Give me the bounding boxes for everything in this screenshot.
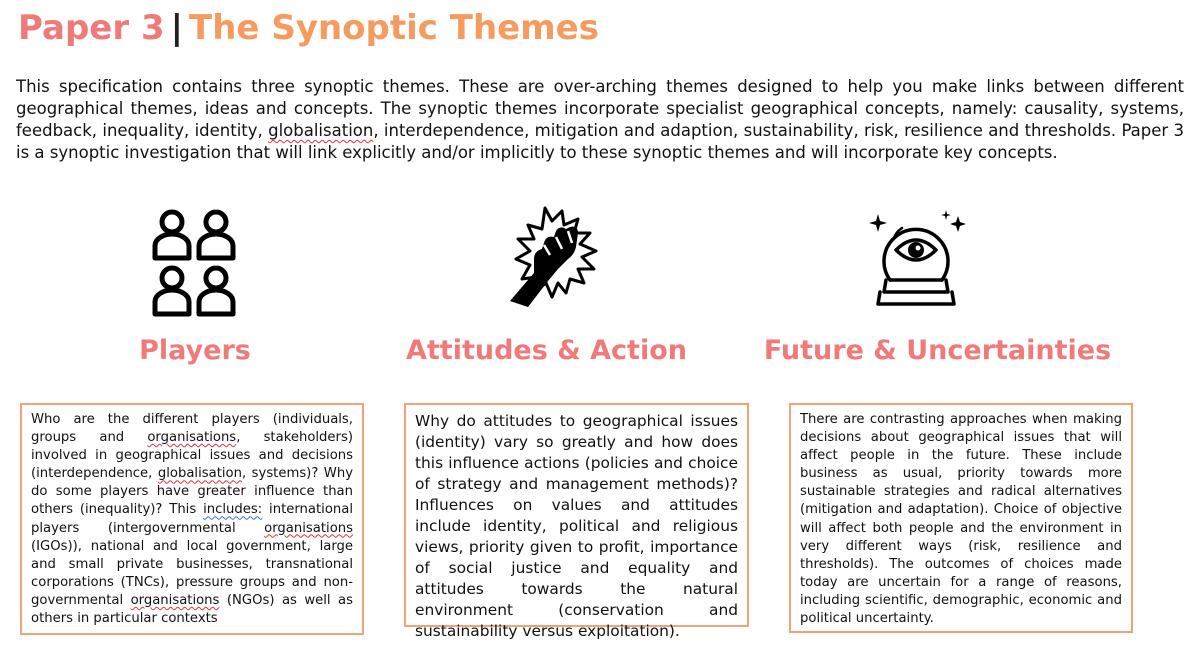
text-segment: , systems)? Why do some players have greater influence than others (inequality)? This — [31, 466, 354, 518]
future-description-box: There are contrasting approaches when making decisions about geographical issues that will affect people in the future. These include business as usual, priority towards more sustainable strategies and radical alternatives (mitigation and adaptation). Choice of objective will affect both people and the environment in very different ways (risk, resilience and thresholds). The outcomes of choices made today are uncertain for a range of reasons, including scientific, demographic, economic and political uncertainty. — [789, 403, 1133, 633]
intro-text-a: This specification contains three synoptic themes. These are over-arching themes designed to help you make links between different geographical themes, ideas and concepts. The synoptic themes incorporate specialist geographical concepts, namely: causality, systems, feedback, inequality, identity, — [16, 77, 1184, 140]
raised-fist-icon — [500, 203, 610, 313]
text-segment: (IGOs)), national and local government, large and small private businesses, transnational corporations (TNCs), pressure groups and non-governmental — [31, 538, 353, 608]
title-paper-number: Paper 3 — [18, 8, 165, 48]
text-segment: (NGOs) as well as others in particular contexts — [31, 592, 353, 627]
heading-future-uncertainties: Future & Uncertainties — [763, 335, 1112, 366]
title-separator: | — [170, 8, 184, 48]
page-title — [18, 4, 599, 52]
crystal-ball-icon — [866, 208, 966, 312]
text-segment: international players (intergovernmental — [31, 502, 353, 536]
grammar-check-word: includes: — [203, 502, 263, 518]
spellcheck-word: organisations — [264, 520, 353, 536]
spellcheck-word: organisations — [147, 430, 237, 446]
attitudes-description-box: Why do attitudes to geographical issues (identity) vary so greatly and how does this influence actions (policies and choice of strategy and management methods)? Influences on values and attitudes include identity, political and religious views, priority given to profit, importance of social justice and equality and attitudes towards the natural environment (conservation and sustainability versus exploitation). — [404, 403, 749, 627]
text-segment: , stakeholders) involved in geographical issues and decisions (interdependence, — [31, 430, 353, 482]
title-main: The Synoptic Themes — [189, 8, 599, 48]
intro-paragraph — [16, 76, 1184, 164]
intro-spellcheck-word: globalisation — [268, 121, 374, 140]
heading-attitudes-action: Attitudes & Action — [406, 335, 687, 366]
players-description-box — [20, 403, 364, 635]
intro-text-c: , interdependence, mitigation and adaption, sustainability, risk, resilience and thresholds. Paper 3 is a synoptic investigation that will link explicitly and/or implicitly to these synoptic themes and will incorporate key concepts. — [16, 121, 1184, 162]
heading-players: Players — [139, 335, 251, 366]
spellcheck-word: globalisation — [157, 466, 242, 482]
spellcheck-word: organisations — [130, 592, 220, 608]
people-group-icon — [150, 208, 240, 324]
text-segment: Who are the different players (individuals, groups and — [31, 412, 353, 446]
